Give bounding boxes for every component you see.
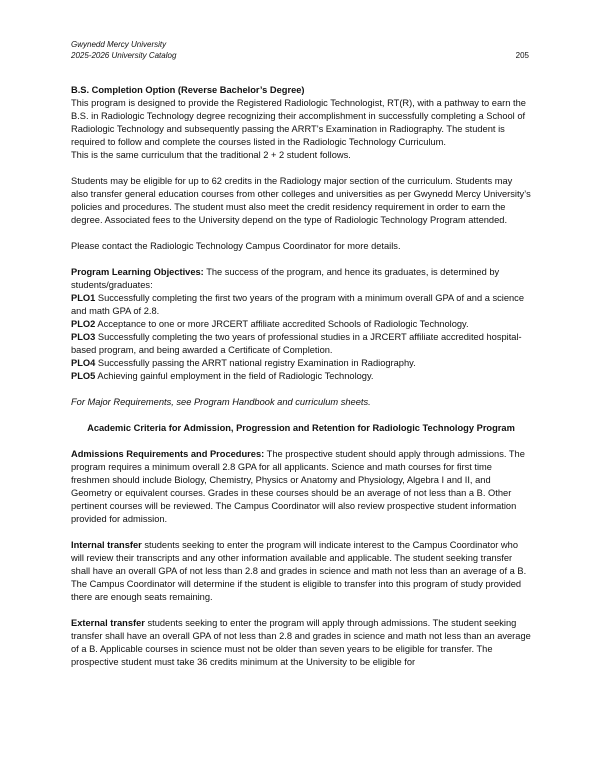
credits-paragraph: Students may be eligible for up to 62 credits in the Radiology major section of the curriculum. Students may also transfer general education courses from other colleges and universities as per Gwynedd Mercy University’s policies and procedures. The student must also meet the credit residency requirement in order to earn the degree. Associated fees to the University depend on the type of Radiologic Technology Program attended. [71, 176, 531, 225]
objective-item [71, 357, 531, 370]
external-transfer-label: External transfer [71, 618, 145, 628]
objective-text: Achieving gainful employment in the field of Radiologic Technology. [95, 371, 374, 381]
objective-code: PLO2 [71, 319, 96, 329]
external-transfer-text: students seeking to enter the program will apply through admissions. The student seeking transfer shall have an overall GPA of not less than 2.8 and grades in science and math not less than an average of a B. Applicable courses in science must not be older than seven years to be eligible for transfer. The prospective student must take 36 credits minimum at the University to be eligible for [71, 618, 531, 667]
objectives-label: Program Learning Objectives: [71, 267, 204, 277]
objective-code: PLO3 [71, 332, 96, 342]
completion-body: This program is designed to provide the Registered Radiologic Technologist, RT(R), with a pathway to earn the B.S. in Radiologic Technology degree recognizing their accomplishment in successfully completing a School of Radiologic Technology and subsequently passing the ARRT’s Examination in Radiography. The student is required to follow and complete the courses listed in the Radiologic Technology Curriculum. [71, 98, 526, 147]
internal-transfer-text: students seeking to enter the program will indicate interest to the Campus Coordinator who will review their transcripts and any other information available and applicable. The student seeking transfer shall have an overall GPA of not less than 2.8 and grades in science and math not less than an average of a B. The Campus Coordinator will determine if the student is eligible to transfer into this program of study provided there are enough seats remaining. [71, 540, 527, 602]
admissions-label: Admissions Requirements and Procedures: [71, 449, 265, 459]
objective-code: PLO5 [71, 371, 96, 381]
objective-code: PLO1 [71, 293, 96, 303]
institution-name: Gwynedd Mercy University [71, 40, 167, 49]
external-transfer-paragraph [71, 617, 531, 669]
completion-section [71, 84, 531, 162]
objective-text: Successfully completing the first two years of the program with a minimum overall GPA of and a science and math GPA of 2.8. [71, 293, 524, 316]
objective-text: Successfully completing the two years of professional studies in a JRCERT affiliate accredited hospital-based program, and being awarded a Certificate of Completion. [71, 332, 522, 355]
objective-text: Successfully passing the ARRT national registry Examination in Radiography. [95, 358, 416, 368]
completion-title: B.S. Completion Option (Reverse Bachelor’s Degree) [71, 85, 305, 95]
catalog-title: 2025-2026 University Catalog [71, 51, 177, 60]
objective-item [71, 292, 531, 318]
internal-transfer-paragraph [71, 539, 531, 604]
objectives-intro-text: The success of the program, and hence its graduates, is determined by students/graduates: [71, 267, 500, 290]
objective-text: Acceptance to one or more JRCERT affiliate accredited Schools of Radiologic Technology. [95, 319, 469, 329]
admissions-text: The prospective student should apply through admissions. The program requires a minimum overall 2.8 GPA for all applicants. Science and math courses for first time freshmen should include Biology, Chemistry, Physics or Anatomy and Physiology, Algebra I and II, and Geometry or equivalent courses. Grades in these courses should be an average of not less than a B. Other pertinent courses will be reviewed. The Campus Coordinator will also review prospective student information provided for admission. [71, 449, 525, 524]
page-number: 205 [515, 51, 529, 60]
page-content [71, 84, 531, 682]
objectives-intro [71, 266, 531, 292]
objective-item [71, 331, 531, 357]
objective-code: PLO4 [71, 358, 96, 368]
objective-item [71, 318, 531, 331]
page-header [71, 39, 176, 61]
objective-item [71, 370, 531, 383]
criteria-heading: Academic Criteria for Admission, Progression and Retention for Radiologic Technology Program [87, 423, 515, 433]
internal-transfer-label: Internal transfer [71, 540, 142, 550]
objectives-section [71, 266, 531, 383]
major-requirements-note: For Major Requirements, see Program Handbook and curriculum sheets. [71, 397, 371, 407]
contact-paragraph: Please contact the Radiologic Technology Campus Coordinator for more details. [71, 241, 401, 251]
completion-note: This is the same curriculum that the traditional 2 + 2 student follows. [71, 150, 351, 160]
admissions-paragraph [71, 448, 531, 526]
